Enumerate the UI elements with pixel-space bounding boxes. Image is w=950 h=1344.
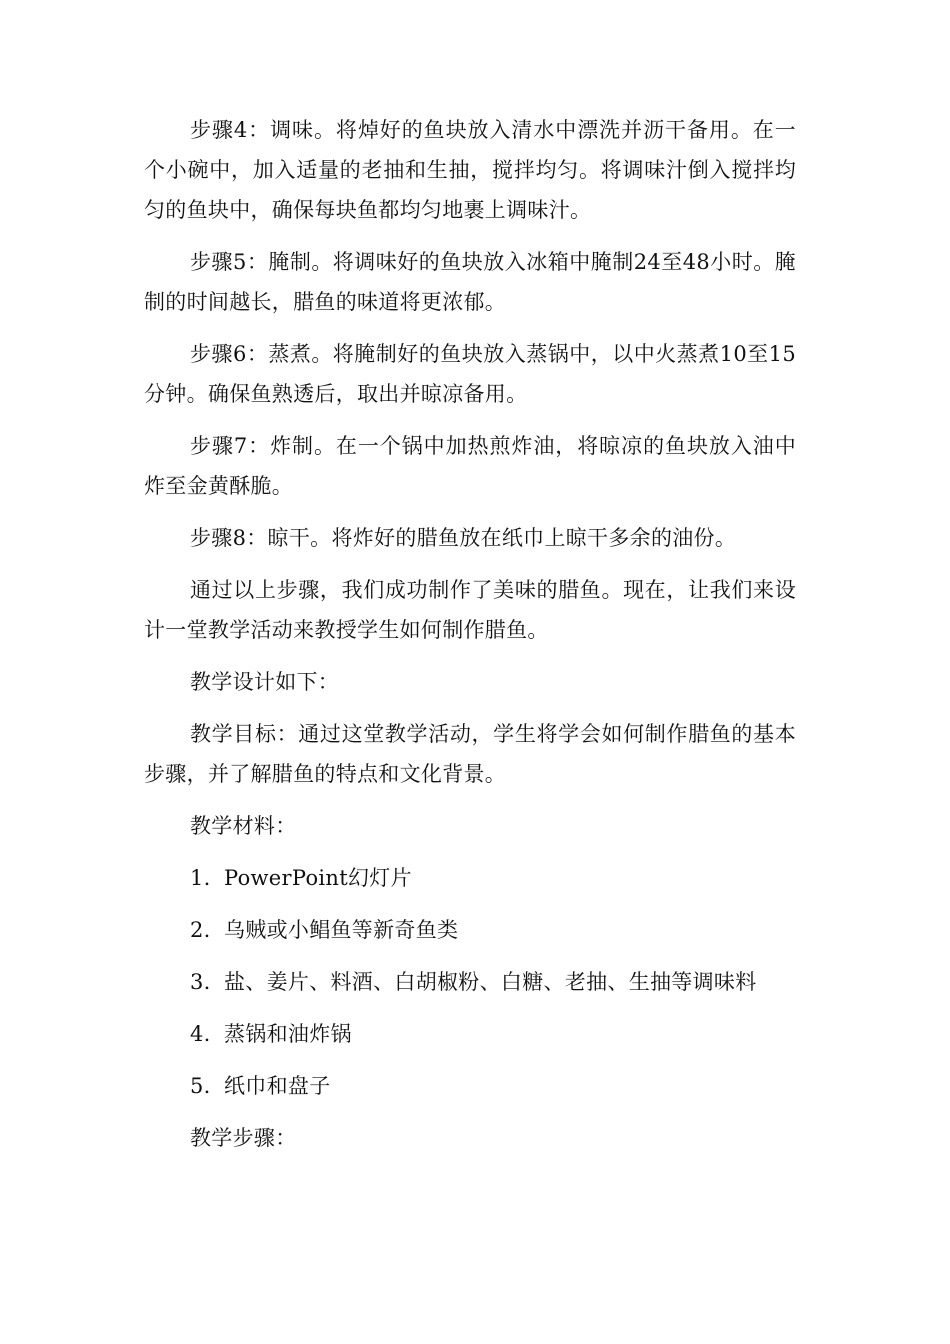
- document-body: [144, 110, 796, 1170]
- list-text: 纸巾和盘子: [224, 1074, 331, 1098]
- list-number: 3.: [190, 970, 211, 994]
- step-7-paragraph: 步骤7：炸制。在一个锅中加热煎炸油，将晾凉的鱼块放入油中炸至金黄酥脆。: [144, 434, 796, 498]
- step-5-paragraph: 步骤5：腌制。将调味好的鱼块放入冰箱中腌制24至48小时。腌制的时间越长，腊鱼的味道将更浓郁。: [144, 250, 796, 314]
- step-4-paragraph: 步骤4：调味。将焯好的鱼块放入清水中漂洗并沥干备用。在一个小碗中，加入适量的老抽和生抽，搅拌均匀。将调味汁倒入搅拌均匀的鱼块中，确保每块鱼都均匀地裹上调味汁。: [144, 118, 796, 222]
- list-number: 1.: [190, 866, 211, 890]
- list-number: 2.: [190, 918, 211, 942]
- materials-list-item: [144, 962, 796, 1002]
- materials-list-item: [144, 858, 796, 898]
- list-text: 盐、姜片、料酒、白胡椒粉、白糖、老抽、生抽等调味料: [224, 970, 757, 994]
- list-text: 乌贼或小鲳鱼等新奇鱼类: [224, 918, 459, 942]
- teaching-design-heading: 教学设计如下：: [190, 670, 340, 694]
- list-text: PowerPoint幻灯片: [224, 866, 412, 890]
- materials-list-item: [144, 1014, 796, 1054]
- step-6-paragraph: 步骤6：蒸煮。将腌制好的鱼块放入蒸锅中，以中火蒸煮10至15分钟。确保鱼熟透后，取出并晾凉备用。: [144, 342, 796, 406]
- teaching-steps-heading: 教学步骤：: [190, 1126, 297, 1150]
- list-number: 4.: [190, 1022, 211, 1046]
- list-text: 蒸锅和油炸锅: [224, 1022, 352, 1046]
- list-number: 5.: [190, 1074, 211, 1098]
- materials-list-item: [144, 910, 796, 950]
- teaching-materials-heading: 教学材料：: [190, 814, 297, 838]
- summary-paragraph: 通过以上步骤，我们成功制作了美味的腊鱼。现在，让我们来设计一堂教学活动来教授学生如何制作腊鱼。: [144, 578, 796, 642]
- teaching-goal-paragraph: 教学目标：通过这堂教学活动，学生将学会如何制作腊鱼的基本步骤，并了解腊鱼的特点和文化背景。: [144, 722, 796, 786]
- step-8-paragraph: 步骤8：晾干。将炸好的腊鱼放在纸巾上晾干多余的油份。: [190, 526, 737, 550]
- materials-list-item: [144, 1066, 796, 1106]
